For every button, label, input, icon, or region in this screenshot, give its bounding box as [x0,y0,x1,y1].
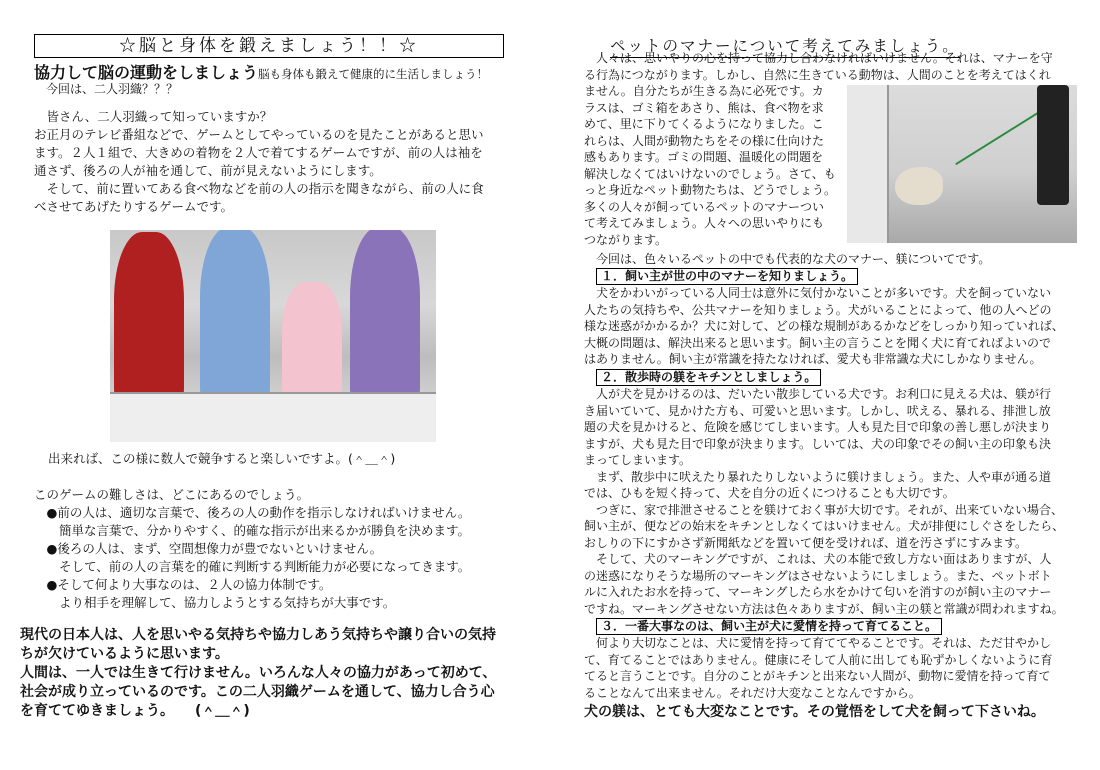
text-line: ラスは、ゴミ箱をあさり、熊は、食べ物を求 [584,100,824,115]
conclusion-paragraph [20,626,496,721]
text-line: ちが欠けているように思います。 [20,646,229,662]
text-line: 多くの人々が飼っているペットのマナーつい [584,199,825,214]
subhead-sub: 脳も身体も鍛えて健康的に生活しましょう！ [258,67,489,81]
intro-full-lines [584,50,1053,83]
text-line: 簡単な言葉で、分かりやすく、的確な指示が出来るかが勝負を決めます。 [34,523,471,538]
list-item: ●そして何より大事なのは、２人の協力体制です。 [34,577,332,592]
text-line: 感もあります。ゴミの問題、温暖化の問題を [584,150,824,164]
text-line: ルに入れたお水を持って、マーキングしたら水をかけて匂いを消すのが飼い主のマナー [584,585,1052,599]
intro-last-line: 今回は、色々いるペットの中でも代表的な犬のマナー、躾についてです。 [584,252,991,266]
text-line: を育ててゆきましょう。 (＾＿＾) [20,703,250,719]
left-title: ☆脳と身体を鍛えましょう！！☆ [34,34,504,58]
text-line: て、育てることではありません。健康にそして人前に出しても恥ずかしくないように育 [584,652,1053,667]
text-line: お正月のテレビ番組などで、ゲームとしてやっているのを見たことがあると思い [34,127,484,142]
right-title: ペットのマナーについて考えてみましょう。 [610,34,960,58]
text-line: べさせてあげたりするゲームです。 [34,199,234,214]
text-line: てると言うことです。自分のことがキチンと出来ない人間が、動物に愛情を持って育て [584,669,1051,683]
text-line: 人々は、思いやりの心を持って協力し合わなければいけません。それは、マナーを守 [584,51,1053,65]
section-2-heading: ２．散歩時の躾をキチンとしましょう。 [596,369,821,386]
section-3-body [584,635,1052,701]
photo-figure [282,282,342,402]
closing-line: 犬の躾は、とても大変なことです。その覚悟をして犬を飼って下さいね。 [584,704,1045,720]
text-line: はありません。飼い主が常識を持たなければ、愛犬も非常識な犬にしかなりません。 [584,352,1042,366]
text-line: 通さず、後ろの人が袖を通して、前が見えないようにします。 [34,163,382,178]
photo-figure [200,230,270,402]
text-line: めて、里に下りてくるようになりました。こ [584,117,824,131]
list-item: ●後ろの人は、まず、空間想像力が豊でないといけません。 [34,541,383,556]
text-line: 題の犬を見かけると、危険を感じてしまいます。人も見た目で印象の善し悪しが決まり [584,420,1052,434]
text-line: 人が犬を見かけるのは、だいたい散歩している犬です。お利口に見える犬は、躾が行 [584,387,1052,401]
text-line: 飼い主が、便などの始末をキチンとしなくてはいけません。犬が排便にしぐさをしたら、 [584,519,1065,533]
photo-dog [895,167,943,205]
subhead-main: 協力して脳の運動をしましょう [34,63,259,82]
photo-figure [350,230,420,402]
photo-wall [847,85,889,243]
ninin-baori-photo [110,230,436,442]
photo-table [110,392,436,442]
text-line: では、ひもを短く持って、犬を自分の近くにつけることも大切です。 [584,486,955,500]
text-line: ですね。マーキングさせない方法は色々ありますが、飼い主の躾と常識が問われますね。 [584,601,1064,616]
text-line: 人たちの気持ちや、公共マナーを知りましょう。犬がいることによって、他の人へどの [584,302,1052,317]
text-line: そして、前の人の言葉を的確に判断する判断能力が必要になってきます。 [34,559,471,574]
text-line: まず、散歩中に吠えたり暴れたりしないように躾けましょう。また、人や車が通る道 [584,469,1052,484]
text-line: 人間は、一人では生きて行けません。いろんな人々の協力があって初めて、 [20,665,497,681]
section-1-heading: １．飼い主が世の中のマナーを知りましょう。 [596,268,858,285]
list-item: ●前の人は、適切な言葉で、後ろの人の動作を指示しなければいけません。 [34,505,471,520]
text-line: る行為につながります。しかし、自然に生きている動物は、人間のことを考えてはくれ [584,67,1051,82]
text-line: より相手を理解して、協力しようとする気持ちが大事です。 [34,595,396,610]
section-3-heading: ３．一番大事なのは、飼い主が犬に愛情を持って育てること。 [596,618,942,635]
text-line: このゲームの難しさは、どこにあるのでしょう。 [34,487,310,502]
text-line: 何より大切なことは、犬に愛情を持って育ててやることです。それは、ただ甘やかし [584,636,1052,650]
difficulty-list [34,486,470,612]
text-line: おしりの下にすかさず新聞紙などを置いて便を受ければ、道を汚さずにすみます。 [584,535,1028,550]
text-line: 皆さん、二人羽織って知っていますか？ [34,109,273,124]
today-topic: 今回は、二人羽織？？？ [46,82,179,96]
text-line: っと身近なペット動物たちは、どうでしょう。 [584,183,837,197]
text-line: れらは、人間が動物たちをその様に仕向けた [584,133,825,148]
intro-paragraph [34,108,484,216]
text-line: 大概の問題は、解決出来ると思います。飼い主の言うことを聞く犬に育てればよいので [584,335,1052,350]
photo-figure [114,232,184,402]
text-line: 犬をかわいがっている人同士は意外に気付かないことが多いです。犬を飼っていない [584,286,1052,300]
intro-wrap-lines [584,83,836,248]
text-line: の迷惑になりそうな場所のマーキングはさせないようにしましょう。また、ペットボト [584,568,1052,583]
text-line: 社会が成り立っているのです。この二人羽織ゲームを通して、協力し合う心 [20,684,495,700]
text-line: ます。２人１組で、大きめの着物を２人で着てするゲームですが、前の人は袖を [34,145,483,160]
text-line: 現代の日本人は、人を思いやる気持ちや協力しあう気持ちや譲り合いの気持 [20,627,496,643]
text-line: ません。自分たちが生きる為に必死です。カ [584,84,824,98]
section-2-body [584,386,1064,617]
text-line: そして、前に置いてある食べ物などを前の人の指示を聞きながら、前の人に食 [34,181,484,196]
text-line: つながります。 [584,232,668,247]
text-line: まってしまいます。 [584,453,692,467]
text-line: き届いていて、見かけた方も、可愛いと思います。しかし、吠える、暴れる、排泄し放 [584,403,1051,418]
text-line: て考えてみましょう。人々への思いやりにも [584,216,825,230]
photo-person [1037,85,1069,205]
text-line: 様な迷惑がかかるか？犬に対して、どの様な規制があるかなどをしっかり知っていれば、 [584,319,1064,333]
section-1-body [584,285,1064,368]
text-line: 解決しなくてはいけないのでしょう。さて、も [584,166,836,181]
photo-caption: 出来れば、この様に数人で競争すると楽しいですよ。(＾＿＾) [48,451,396,466]
photo-leash [955,105,1049,165]
dog-walk-photo [847,85,1077,243]
text-line: ることなんて出来ません。それだけ大変なことなんですから。 [584,685,921,700]
text-line: つぎに、家で排泄させることを躾けておく事が大切です。それが、出来ていない場合、 [584,502,1064,517]
text-line: ますが、犬も見た目で印象が決まります。しいては、犬の印象でその飼い主の印象も決 [584,436,1052,451]
text-line: そして、犬のマーキングですが、これは、犬の本能で致し方ない面はありますが、人 [584,552,1052,566]
